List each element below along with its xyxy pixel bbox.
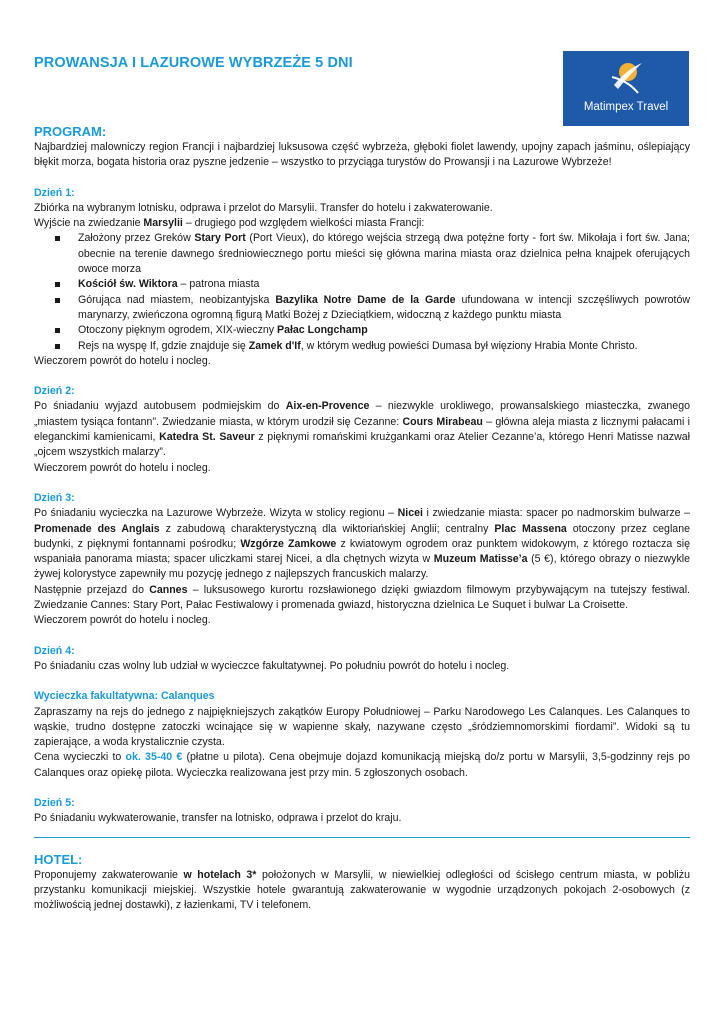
list-item: Rejs na wyspę If, gdzie znajduje się Zamek d'If, w którym według powieści Dumasa był więziony Hrabia Monte Christo. <box>78 339 690 354</box>
day3-end: Wieczorem powrót do hotelu i nocleg. <box>34 614 211 627</box>
section-divider <box>34 837 690 838</box>
day3-text: Po śniadaniu wycieczka na Lazurowe Wybrzeże. Wizyta w stolicy regionu – Nicei i zwiedzanie miasta: spacer po nadmorskim bulwarze – Promenade des Anglais z zabudową charakterystyczną dla wiktoriańskiej Anglii; centralny Plac Massena otoczony przez ceglane budynki, z pięknymi fontannami pośrodku; Wzgórze Zamkowe z kwiatowym ogrodem oraz punktem widokowym, z którego roztacza się wspaniała panorama miasta; spacer uliczkami starej Nicei, a dla chętnych wizyta w Muzeum Matisse’a (5 €), którego obrazy o niezwykle żywej kolorystyce zapewniły mu pozycję jednego z najlepszych francuskich malarzy. <box>34 507 691 581</box>
optional-trip-label: Wycieczka fakultatywna: Calanques <box>34 690 215 703</box>
day5-label: Dzień 5: <box>34 796 75 809</box>
day1-end: Wieczorem powrót do hotelu i nocleg. <box>34 354 211 367</box>
page-title: PROWANSJA I LAZUROWE WYBRZEŻE 5 DNI <box>34 55 353 71</box>
list-item: Otoczony pięknym ogrodem, XIX-wieczny Pałac Longchamp <box>78 323 690 338</box>
sun-logo-icon <box>608 57 644 97</box>
program-intro: Najbardziej malowniczy region Francji i najbardziej luksusowa część wybrzeża, głęboki fiolet lawendy, upojny zapach jaśminu, oślepiający błękit morza, bogata historia oraz pyszne jedzenie – wszystko to przyciąga turystów do Prowansji i na Lazurowe Wybrzeże! <box>34 141 690 169</box>
optional-trip-description: Zapraszamy na rejs do jednego z najpiękniejszych zakątków Europy Południowej – Parku Narodowego Les Calanques. Les Calanques to wąskie, trudno dostępne zatoczki wcinające się w wapienne skały, nazywane często „śródziemnomorskimi fiordami”. Widoki są tu zapierające, a woda krystalicznie czysta. <box>34 705 690 749</box>
optional-trip-price: Cena wycieczki to ok. 35-40 € (płatne u pilota). Cena obejmuje dojazd komunikacją miejską do/z portu w Marsylii, 3,5-godzinny rejs po Calanques oraz opiekę pilota. Wycieczka realizowana jest przy min. 5 zgłoszonych osobach. <box>34 751 690 779</box>
day4-text: Po śniadaniu czas wolny lub udział w wycieczce fakultatywnej. Po południu powrót do hotelu i nocleg. <box>34 659 510 672</box>
day2-end: Wieczorem powrót do hotelu i nocleg. <box>34 461 211 474</box>
day1-attractions-list <box>34 231 690 353</box>
day1-label: Dzień 1: <box>34 186 75 199</box>
company-logo <box>563 51 689 126</box>
day5-text: Po śniadaniu wykwaterowanie, transfer na lotnisko, odprawa i przelot do kraju. <box>34 812 402 825</box>
list-item: Kościół św. Wiktora – patrona miasta <box>78 277 690 292</box>
logo-text: Matimpex Travel <box>583 101 669 113</box>
list-item: Górująca nad miastem, neobizantyjska Bazylika Notre Dame de la Garde ufundowana w intencji szczęśliwych powrotów marynarzy, zwieńczona ogromną figurą Matki Bożej z Dzieciątkiem, widoczną z każdego punktu miasta <box>78 293 690 324</box>
day2-text: Po śniadaniu wyjazd autobusem podmiejskim do Aix-en-Provence – niezwykle urokliwego, prowansalskiego miasteczka, zwanego „miastem tysiąca fontann”. Zwiedzanie miasta, w którym urodził się Cezanne: Cours Mirabeau – główna aleja miasta z licznymi pałacami i eleganckimi kamienicami, Katedra St. Saveur z pięknymi romańskimi krużgankami oraz Atelier Cezanne’a, którego Henri Matisse nazwał „ojcem wszystkich malarzy”. <box>34 400 690 459</box>
day1-line1: Zbiórka na wybranym lotnisku, odprawa i przelot do Marsylii. Transfer do hotelu i zakwaterowanie. <box>34 201 493 214</box>
hotel-heading: HOTEL: <box>34 851 83 867</box>
list-item: Założony przez Greków Stary Port (Port Vieux), do którego wejścia strzegą dwa potężne forty - fort św. Mikołaja i fort św. Jana; obecnie na terenie dawnego średniowiecznego portu mieści się główna marina miasta oraz dzielnica pełna knajpek oferujących owoce morza <box>78 231 690 277</box>
hotel-text: Proponujemy zakwaterowanie w hotelach 3* położonych w Marsylii, w niewielkiej odległości od ścisłego centrum miasta, w pobliżu przystanku komunikacji miejskiej. Wszystkie hotele gwarantują zakwaterowanie w wygodnie urządzonych pokojach 2-osobowych (z możliwością jednej dostawki), z łazienkami, TV i telefonem. <box>34 868 690 912</box>
day4-label: Dzień 4: <box>34 644 75 657</box>
day3-label: Dzień 3: <box>34 491 75 504</box>
day1-line2: Wyjście na zwiedzanie Marsylii – drugiego pod względem wielkości miasta Francji: <box>34 217 425 230</box>
day2-label: Dzień 2: <box>34 385 75 398</box>
day3-cannes: Następnie przejazd do Cannes – luksusowego kurortu rozsławionego dzięki gwiazdom filmowym przybywającym na tutejszy festiwal. Zwiedzanie Cannes: Stary Port, Pałac Festiwalowy i promenada gwiazd, historyczna dzielnica Le Suquet i bulwar La Croisette. <box>34 583 690 612</box>
document-body <box>34 124 690 913</box>
program-heading: PROGRAM: <box>34 124 107 139</box>
